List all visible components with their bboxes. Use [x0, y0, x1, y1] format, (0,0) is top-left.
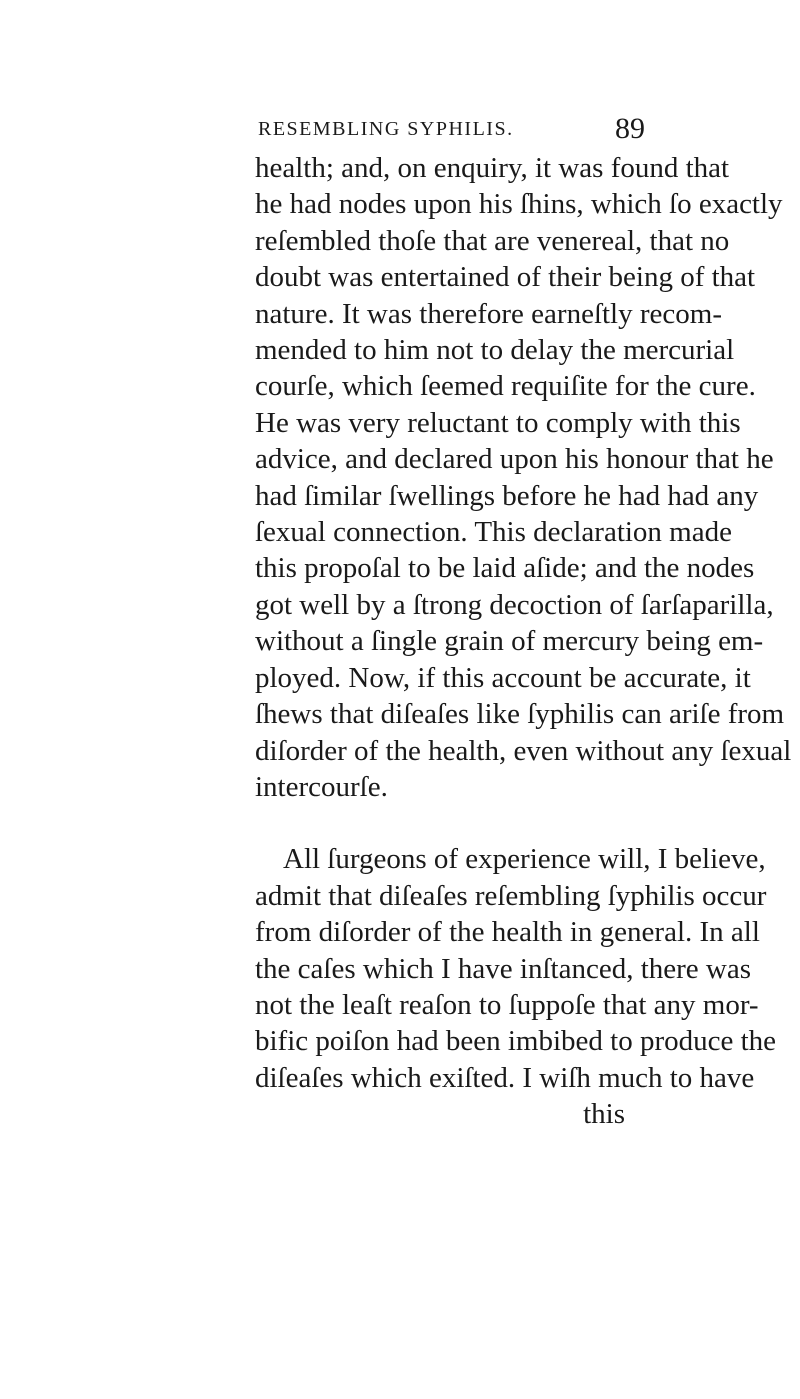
catchword: this	[583, 1098, 625, 1131]
text-line: not the leaſt reaſon to ſuppoſe that any mor-	[255, 988, 759, 1021]
text-line: ſexual connection. This declaration made	[255, 516, 732, 549]
text-line: got well by a ſtrong decoction of ſarſaparilla,	[255, 588, 774, 621]
paragraph-1	[255, 150, 792, 805]
text-line: nature. It was therefore earneſtly recom-	[255, 297, 722, 330]
text-line: intercourſe.	[255, 770, 388, 803]
text-line: admit that diſeaſes reſembling ſyphilis occur	[255, 879, 767, 912]
text-line: All ſurgeons of experience will, I believe,	[283, 843, 766, 876]
text-line: health; and, on enquiry, it was found that	[255, 152, 730, 184]
text-line: He was very reluctant to comply with this	[255, 406, 741, 439]
text-line: bific poiſon had been imbibed to produce the	[255, 1025, 777, 1058]
text-line: without a ſingle grain of mercury being em-	[255, 625, 764, 658]
text-line: this propoſal to be laid aſide; and the nodes	[255, 552, 755, 585]
text-line: ployed. Now, if this account be accurate, it	[255, 661, 751, 694]
body-text	[255, 150, 792, 1133]
text-line: courſe, which ſeemed requiſite for the cure.	[255, 370, 756, 403]
text-line: from diſorder of the health in general. In all	[255, 916, 760, 949]
running-head: RESEMBLING SYPHILIS.	[258, 118, 514, 140]
text-line: diſorder of the health, even without any ſexual	[255, 734, 792, 767]
paragraph-gap	[255, 805, 635, 841]
text-line: had ſimilar ſwellings before he had had any	[255, 479, 759, 512]
text-line: reſembled thoſe that are venereal, that no	[255, 224, 730, 257]
text-line: he had nodes upon his ſhins, which ſo exactly	[255, 188, 783, 221]
text-line: doubt was entertained of their being of that	[255, 261, 756, 294]
paragraph-2	[255, 841, 777, 1096]
text-line: mended to him not to delay the mercurial	[255, 334, 735, 367]
text-line: advice, and declared upon his honour that he	[255, 443, 774, 476]
page-number: 89	[615, 112, 645, 145]
text-line: diſeaſes which exiſted. I wiſh much to have	[255, 1061, 755, 1094]
text-line: ſhews that diſeaſes like ſyphilis can ariſe from	[255, 698, 785, 731]
text-line: the caſes which I have inſtanced, there was	[255, 952, 752, 985]
